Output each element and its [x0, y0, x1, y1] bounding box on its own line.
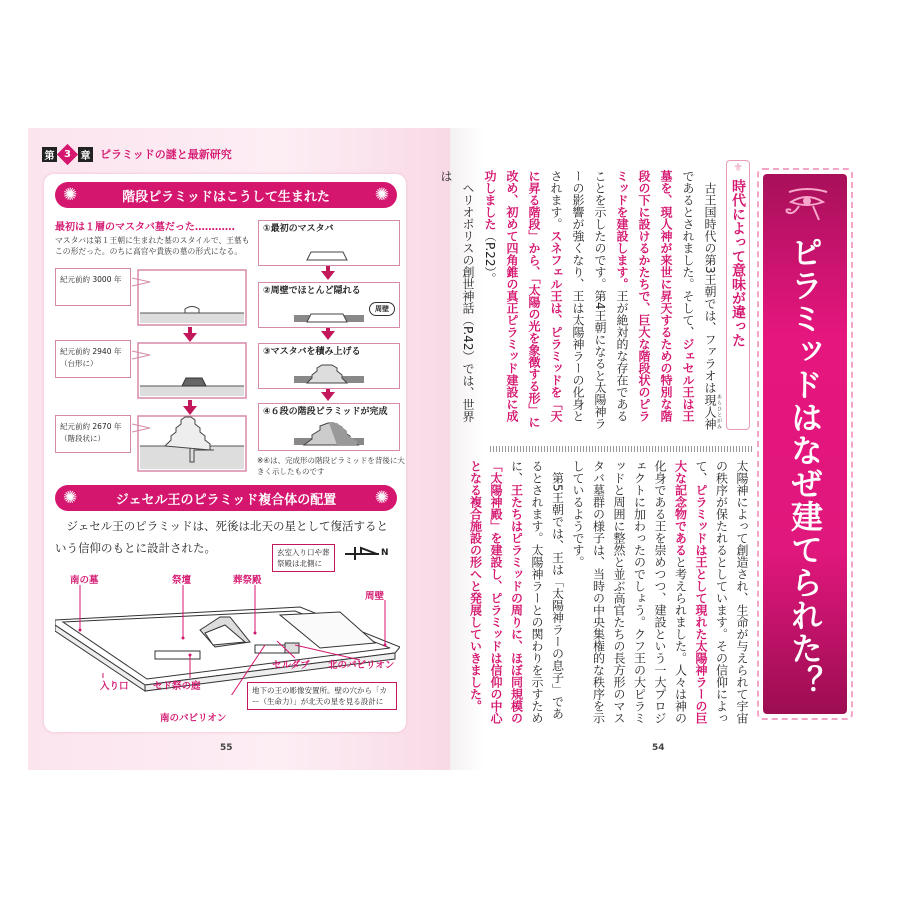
- chapter-prefix: 第: [42, 147, 57, 162]
- mastaba-illustration: [259, 238, 399, 264]
- text: 古王国時代の第3王朝では、ファラオは: [703, 182, 717, 394]
- heading-ornament-icon: ⚜: [733, 161, 743, 174]
- section-heading: 時代によって意味が違った: [730, 179, 746, 347]
- step-box: [258, 220, 400, 266]
- callout-bubble: 周壁: [369, 302, 395, 316]
- highlight-text: ピラミッドは王として現れた太陽神ラーの巨大な記念物である: [673, 460, 708, 724]
- highlight-text: スネフェル王は、ピラミッドを「天に昇る階段」から、「太陽の光を象徴する形」に改め、初めて四角錐の真正ピラミッド建設に成功しました: [483, 170, 563, 428]
- down-arrow: [321, 389, 335, 401]
- step-box: [258, 403, 400, 451]
- text: 太陽神によって創造され、生命が与えられて宇宙の秩序が保たれるとしています。その信仰によって、: [694, 460, 749, 724]
- text: であるとされました。そして、: [681, 170, 695, 338]
- step-title: ③マスタバを積み上げる: [263, 347, 361, 357]
- sunburst-icon: ✺: [374, 488, 389, 508]
- banner-title: 階段ピラミッドはこうして生まれた: [122, 189, 330, 205]
- section-banner-staircase: [55, 182, 397, 208]
- text: 王が絶対的な存在であることを示したのです。第4王朝になると太陽神ラーの影響が強くなり、王は太陽神ラーの化身とされます。: [549, 170, 629, 430]
- note-north-side: 玄室入り口や葬祭殿は北側に: [272, 544, 335, 572]
- ruby-base: 現人神: [703, 393, 717, 430]
- ruby-reading: あらひとがみ: [716, 393, 722, 430]
- step-pyramid-illustration: [259, 421, 399, 449]
- timeline-label: 紀元前約 3000 年: [55, 268, 131, 306]
- chapter-number: 3: [64, 148, 71, 160]
- label-serdab: セルダブ: [272, 660, 310, 671]
- timeline-label: 紀元前約 2940 年 （台形に）: [55, 340, 131, 378]
- body-text-top: [439, 170, 722, 432]
- title-panel: [763, 174, 847, 714]
- page-title: ピラミッドはなぜ建てられた？: [786, 236, 824, 698]
- mastaba-description: マスタバは第１王朝に生まれた墓のスタイルで、王墓もこの形だった。のちに高官や貴族の墓の形式になる。: [55, 236, 250, 256]
- label-south-pavilion: 南のパビリオン: [160, 713, 227, 724]
- step-title: ④６段の階段ピラミッドが完成: [263, 407, 388, 417]
- body-text-bottom: [468, 460, 752, 728]
- sunburst-icon: ✺: [374, 185, 389, 205]
- paragraph: [568, 460, 753, 728]
- label-mortuary-temple: 葬祭殿: [233, 575, 262, 586]
- chapter-number-badge: [57, 143, 78, 164]
- label-south-tomb: 南の墓: [70, 575, 99, 586]
- chapter-suffix: 章: [78, 147, 93, 162]
- page-number-right: 54: [652, 743, 665, 753]
- highlight-text: ジェセル王は王墓を、現人神が来世に昇天するための特別な階段の下に設けるかたちで、巨大な階段状のピラミッドを建設します。: [615, 170, 695, 422]
- mastaba-evolution-illustrations: [130, 268, 250, 473]
- paragraph: [435, 170, 479, 432]
- sunburst-icon: ✺: [63, 488, 78, 508]
- footnote: ※④は、完成形の階段ピラミッドを背後に大きく示したものです: [257, 456, 405, 476]
- stacked-mastaba-illustration: [259, 361, 399, 387]
- section-banner-complex: [55, 485, 397, 511]
- banner-title: ジェセル王のピラミッド複合体の配置: [115, 492, 337, 508]
- ruby-word: [703, 393, 722, 430]
- text: と考えられました。人々は神の化身である王を崇めつつ、建設という一大プロジェクトに加わったのでしょう。クフ王の大ピラミッドと周囲に整然と並ぶ高官たちの長方形のマスタバ墓群の様子は、当時の中央集権的な秩序を示しているようです。: [571, 460, 688, 724]
- text: （P.22）。: [483, 230, 497, 285]
- step-title: ②周壁でほとんど隠れる: [263, 286, 361, 296]
- down-arrow: [183, 327, 197, 342]
- step-box: [258, 343, 400, 389]
- down-arrow: [321, 328, 335, 340]
- step-box: [258, 282, 400, 328]
- section-subtitle: 最初は１層のマスタバ墓だった…………: [55, 222, 235, 233]
- paragraph: [465, 460, 568, 728]
- down-arrow: [321, 266, 335, 280]
- page-number-left: 55: [220, 743, 233, 753]
- eye-of-horus-icon: [783, 186, 831, 222]
- label-sed-court: セド祭の庭: [153, 681, 201, 692]
- label-entrance: 入り口: [100, 681, 129, 692]
- label-enclosure-wall: 周壁: [365, 591, 385, 602]
- sunburst-icon: ✺: [63, 185, 78, 205]
- section-heading-box: [726, 160, 750, 430]
- compass-north-label: N: [381, 548, 389, 558]
- label-north-pavilion: 北のパビリオン: [328, 660, 395, 671]
- down-arrow: [183, 400, 197, 415]
- label-altar: 祭壇: [172, 575, 192, 586]
- title-banner: [757, 168, 853, 720]
- highlight-text: 王たちはピラミッドの周りに、ほぼ同規模の「太陽神殿」を建設し、ピラミッドは信仰の中心となる複合施設の形へと発展していきました。: [468, 460, 524, 724]
- timeline-label: 紀元前約 2670 年 （階段状に）: [55, 415, 131, 453]
- note-serdab: 地下の王の彫像安置所。壁の穴から「カー（生命力）」が北天の星を見る設計に: [247, 682, 397, 710]
- text: 第5王朝では、王は「太陽神ラーの息子」であるとされます。太陽神ラーとの関わりを示すために、: [509, 460, 565, 724]
- text: ヘリオポリスの創世神話（P.42）では、世界は: [439, 170, 475, 423]
- step-title: ①最初のマスタバ: [263, 224, 334, 234]
- chapter-header: [42, 146, 232, 162]
- column-divider: [490, 446, 752, 452]
- complex-description: ジェセル王のピラミッドは、死後は北天の星として復活するという信仰のもとに設計された。: [55, 519, 389, 555]
- compass: [345, 546, 389, 560]
- chapter-title: ピラミッドの謎と最新研究: [100, 148, 232, 161]
- north-arrow-icon: [345, 546, 379, 560]
- paragraph: [479, 170, 722, 432]
